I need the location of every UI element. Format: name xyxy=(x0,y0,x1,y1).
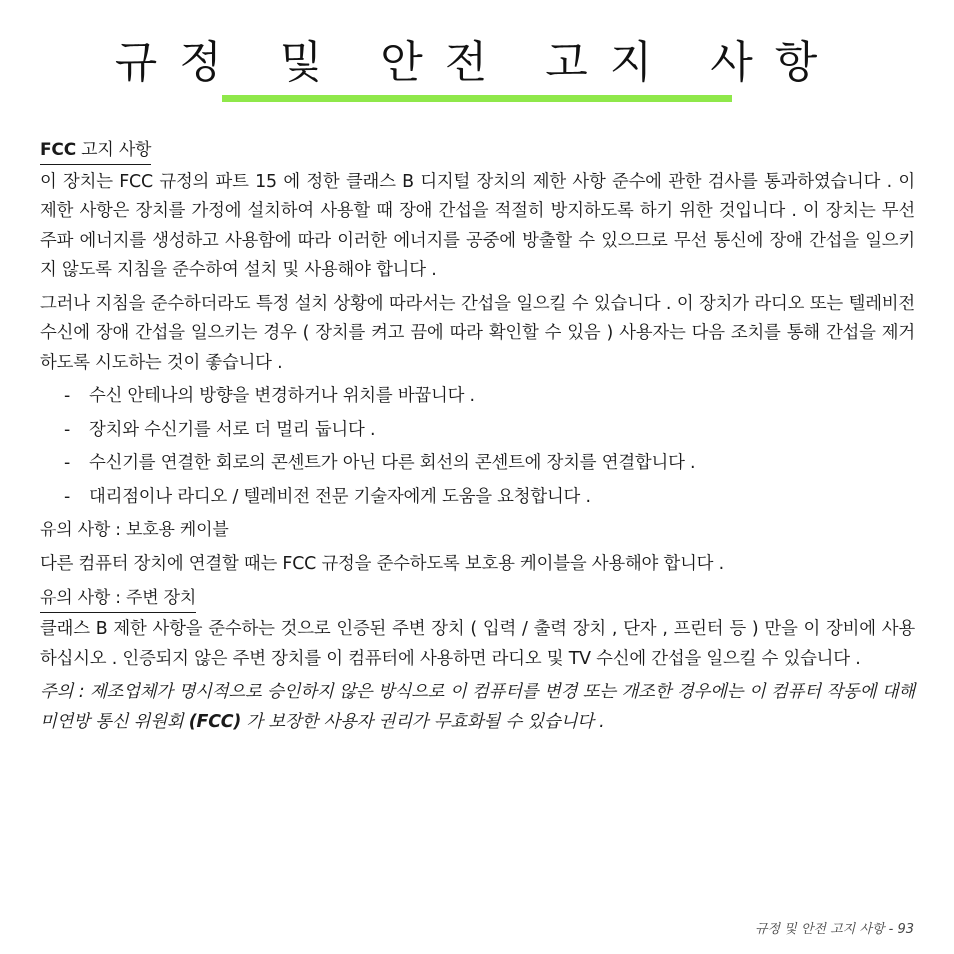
caution-text-before: 주의 : 제조업체가 명시적으로 승인하지 않은 방식으로 이 컴퓨터를 변경 또는 개조한 경우에는 이 컴퓨터 작동에 대해 미연방 통신 위원회 xyxy=(40,682,915,732)
fcc-section xyxy=(40,136,915,512)
fcc-remedy-list xyxy=(40,382,915,512)
page-footer: 규정 및 안전 고지 사항 - 93 xyxy=(754,922,914,937)
cables-paragraph: 다른 컴퓨터 장치에 연결할 때는 FCC 규정을 준수하도록 보호용 케이블을 사용해야 합니다 . xyxy=(40,554,724,574)
list-item xyxy=(40,382,915,412)
page-title: 규정 및 안전 고지 사항 xyxy=(114,37,840,88)
list-dash: - xyxy=(64,486,71,507)
list-item-text: 장치와 수신기를 서로 더 멀리 둡니다 . xyxy=(89,419,376,440)
document-body xyxy=(40,136,915,737)
caution-text-after: 가 보장한 사용자 권리가 무효화될 수 있습니다 . xyxy=(241,711,605,732)
caution-paragraph xyxy=(40,678,915,737)
fcc-paragraph-2: 그러나 지침을 준수하더라도 특정 설치 상황에 따라서는 간섭을 일으킬 수 있습니다 . 이 장치가 라디오 또는 텔레비전 수신에 장애 간섭을 일으키는 경우 ( 장치를 켜고 끔에 따라 확인할 수 있음 ) 사용자는 다음 조치를 통해 간섭을 제거하도록 시도하는 것이 좋습니다 . xyxy=(40,293,915,373)
list-item xyxy=(40,449,915,479)
list-dash: - xyxy=(64,419,71,440)
list-item xyxy=(40,416,915,446)
list-dash: - xyxy=(64,386,71,406)
title-accent-bar xyxy=(222,95,732,102)
list-item-text: 수신기를 연결한 회로의 콘센트가 아닌 다른 회선의 콘센트에 장치를 연결합니다 . xyxy=(89,453,696,473)
peripherals-paragraph: 클래스 B 제한 사항을 준수하는 것으로 인증된 주변 장치 ( 입력 / 출력 장치 , 단자 , 프린터 등 ) 만을 이 장비에 사용하십시오 . 인증되지 않은 주변 장치를 이 컴퓨터에 사용하면 라디오 및 TV 수신에 간섭을 일으킬 수 있습니다 . xyxy=(40,619,915,669)
list-item-text: 수신 안테나의 방향을 변경하거나 위치를 바꿉니다 . xyxy=(89,386,475,406)
cables-section xyxy=(40,516,915,580)
list-dash: - xyxy=(64,453,71,473)
peripherals-heading: 유의 사항 : 주변 장치 xyxy=(40,584,196,613)
fcc-paragraph-1: 이 장치는 FCC 규정의 파트 15 에 정한 클래스 B 디지털 장치의 제한 사항 준수에 관한 검사를 통과하였습니다 . 이 제한 사항은 장치를 가정에 설치하여 사용할 때 장애 간섭을 적절히 방지하도록 하기 위한 것입니다 . 이 장치는 무선 주파 에너지를 생성하고 사용함에 따라 이러한 에너지를 공중에 방출할 수 있으므로 무선 통신에 장애 간섭을 일으키지 않도록 지침을 준수하여 설치 및 사용해야 합니다 . xyxy=(40,171,915,280)
peripherals-section xyxy=(40,584,915,675)
list-item xyxy=(40,483,915,513)
caution-text-bold: (FCC) xyxy=(188,711,242,732)
fcc-heading-rest: 고지 사항 xyxy=(75,140,152,160)
fcc-heading-bold: FCC xyxy=(40,140,76,160)
list-item-text: 대리점이나 라디오 / 텔레비전 전문 기술자에게 도움을 요청합니다 . xyxy=(89,486,591,507)
fcc-heading xyxy=(40,136,151,165)
cables-heading: 유의 사항 : 보호용 케이블 xyxy=(40,520,229,540)
